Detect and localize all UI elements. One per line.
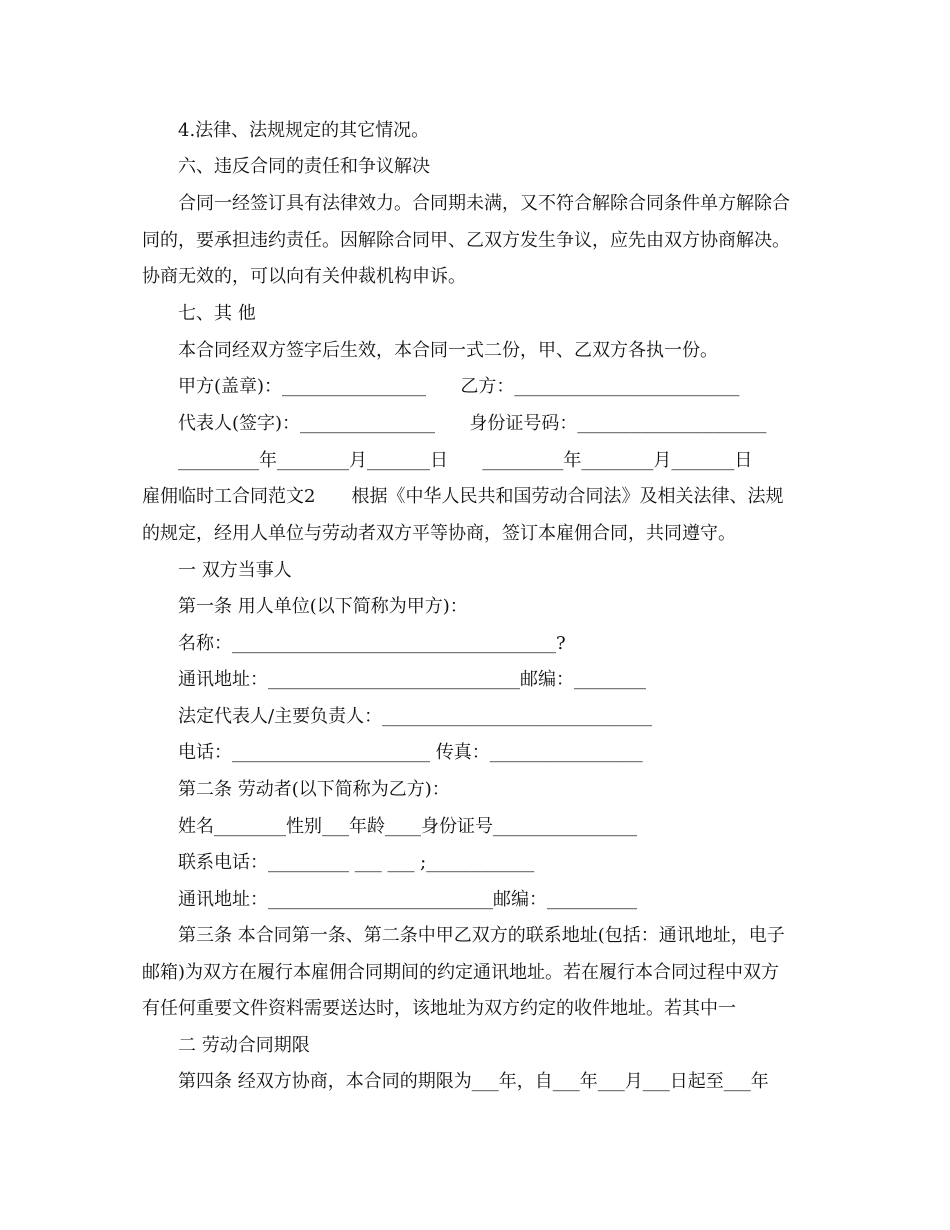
- section-heading: 七、其 他: [178, 303, 256, 324]
- text-line: 协商无效的，可以向有关仲裁机构申诉。: [142, 266, 466, 287]
- form-line: 名称：____________________________________?: [178, 633, 566, 654]
- form-line: 电话：______________________ 传真：_________________: [178, 742, 643, 763]
- text-line: 第三条 本合同第一条、第二条中甲乙双方的联系地址(包括：通讯地址，电子: [178, 925, 785, 946]
- form-line: 通讯地址：_________________________邮编：__________: [178, 889, 637, 910]
- text-line: 的规定，经用人单位与劳动者双方平等协商，签订本雇佣合同，共同遵守。: [142, 523, 736, 544]
- form-line: 法定代表人/主要负责人：______________________________: [178, 706, 653, 727]
- text-line: 本合同经双方签字后生效，本合同一式二份，甲、乙双方各执一份。: [178, 340, 718, 361]
- signature-line: 代表人(签字)：_______________ 身份证号码：_____________________: [178, 413, 767, 434]
- text-line: 合同一经签订具有法律效力。合同期未满，又不符合解除合同条件单方解除合: [178, 193, 790, 214]
- section-heading: 二 劳动合同期限: [178, 1035, 310, 1056]
- text-line: 有任何重要文件资料需要送达时，该地址为双方约定的收件地址。若其中一: [142, 998, 736, 1019]
- text-line: 第二条 劳动者(以下简称为乙方)：: [178, 779, 450, 800]
- text-line: 4.法律、法规规定的其它情况。: [178, 120, 430, 141]
- form-line: 联系电话：_________ ___ ___ ;____________: [178, 852, 535, 873]
- text-line: 邮箱)为双方在履行本雇佣合同期间的约定通讯地址。若在履行本合同过程中双方: [142, 962, 780, 983]
- form-line: 姓名________性别___年龄____身份证号________________: [178, 816, 637, 837]
- text-line: 雇佣临时工合同范文2 根据《中华人民共和国劳动合同法》及相关法律、法规: [142, 486, 784, 507]
- section-heading: 六、违反合同的责任和争议解决: [178, 156, 430, 177]
- section-heading: 一 双方当事人: [178, 560, 292, 581]
- text-line: 第四条 经双方协商，本合同的期限为___年，自___年___月___日起至___年: [178, 1071, 769, 1092]
- signature-line: 甲方(盖章)：________________ 乙方：_________________________: [178, 376, 740, 397]
- date-line: _________年________月_______日 _________年________月_______日: [178, 450, 753, 471]
- form-line: 通讯地址：____________________________邮编：________: [178, 669, 646, 690]
- text-line: 第一条 用人单位(以下简称为甲方)：: [178, 596, 468, 617]
- text-line: 同的，要承担违约责任。因解除合同甲、乙双方发生争议，应先由双方协商解决。: [142, 230, 790, 251]
